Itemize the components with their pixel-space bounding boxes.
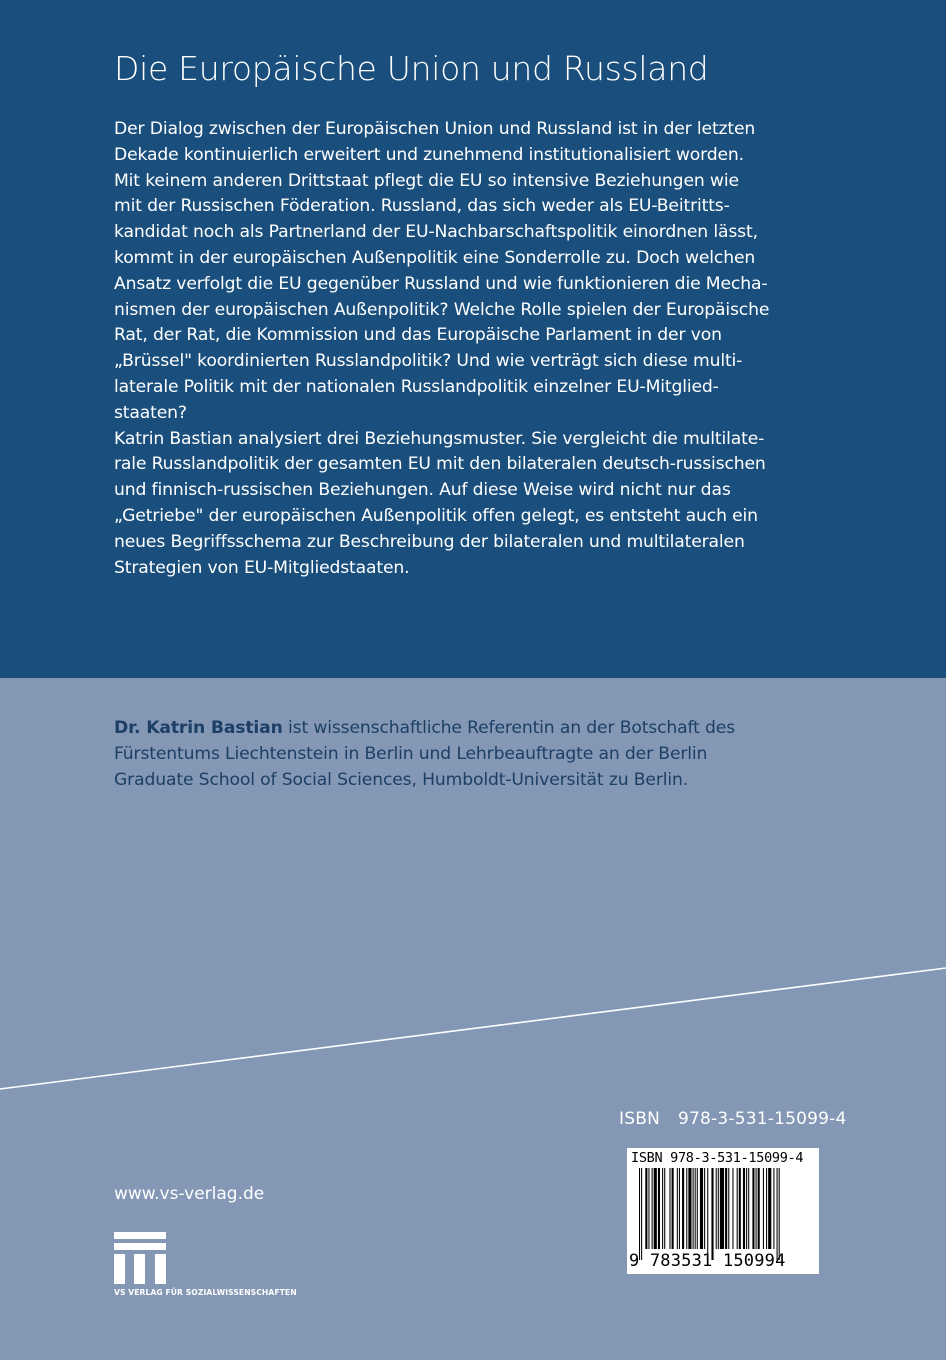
publisher-logo: [114, 1232, 166, 1284]
barcode-bar: [693, 1168, 694, 1249]
barcode-bar: [725, 1168, 727, 1249]
isbn-barcode: [627, 1148, 819, 1274]
barcode-bar: [728, 1168, 729, 1249]
barcode-bar: [686, 1168, 687, 1249]
author-bio: [114, 716, 834, 793]
barcode-bar: [688, 1168, 691, 1249]
blurb-line: laterale Politik mit der nationalen Russlandpolitik einzelner EU-Mitglied-: [114, 376, 719, 397]
barcode-bar: [768, 1168, 771, 1249]
barcode-bar: [739, 1168, 741, 1249]
isbn-text: [619, 1109, 847, 1129]
blurb-line: Strategien von EU-Mitgliedstaaten.: [114, 557, 410, 578]
barcode-bar: [766, 1168, 767, 1249]
barcode-bar: [752, 1168, 754, 1249]
barcode-bar: [707, 1168, 708, 1260]
barcode-bar: [672, 1168, 674, 1249]
barcode-bar: [695, 1168, 696, 1249]
blurb-line: nismen der europäischen Außenpolitik? Welche Rolle spielen der Europäische: [114, 299, 770, 320]
blurb-text: [114, 117, 834, 581]
barcode-bar: [700, 1168, 703, 1249]
barcode-bar: [654, 1168, 657, 1249]
blurb-line: mit der Russischen Föderation. Russland, das sich weder als EU-Beitritts-: [114, 196, 730, 217]
barcode-bar: [718, 1168, 719, 1249]
barcode-bar: [639, 1168, 640, 1260]
isbn-label: ISBN: [619, 1109, 660, 1129]
diagonal-divider-line: [0, 960, 946, 1100]
author-bio-line: Fürstentums Liechtenstein in Berlin und Lehrbeauftragte an der Berlin: [114, 743, 708, 764]
barcode-bar: [682, 1168, 684, 1249]
publisher-logo-text: VS VERLAG FÜR SOZIALWISSENSCHAFTEN: [114, 1288, 297, 1297]
author-bio-line: [114, 716, 834, 742]
blurb-line: kandidat noch als Partnerland der EU-Nachbarschaftspolitik einordnen lässt,: [114, 222, 758, 243]
barcode-bar: [763, 1168, 764, 1249]
barcode-bar: [641, 1168, 642, 1260]
blurb-line: Der Dialog zwischen der Europäischen Union und Russland ist in der letzten: [114, 119, 756, 139]
blurb-line: staaten?: [114, 402, 187, 423]
barcode-bar: [737, 1168, 738, 1249]
barcode-bar: [658, 1168, 660, 1249]
book-title: Die Europäische Union und Russland: [114, 49, 709, 88]
blurb-line: Katrin Bastian analysiert drei Beziehungsmuster. Sie vergleicht die multilate-: [114, 428, 765, 449]
blurb-line: Mit keinem anderen Drittstaat pflegt die EU so intensive Beziehungen wie: [114, 170, 739, 191]
barcode-bar: [777, 1168, 778, 1260]
barcode-bar: [720, 1168, 724, 1249]
publisher-url: www.vs-verlag.de: [114, 1184, 265, 1204]
barcode-bar: [711, 1168, 713, 1260]
barcode-bar: [697, 1168, 698, 1249]
blurb-line: Rat, der Rat, die Kommission und das Europäische Parlament in der von: [114, 325, 722, 346]
barcode-bar: [748, 1168, 749, 1249]
barcode-bar: [756, 1168, 757, 1249]
barcode-bar: [758, 1168, 760, 1249]
barcode-bar: [652, 1168, 653, 1249]
blurb-line: Dekade kontinuierlich erweitert und zunehmend institutionalisiert worden.: [114, 144, 744, 165]
blurb-line: neues Begriffsschema zur Beschreibung der bilateralen und multilateralen: [114, 531, 745, 552]
barcode-bar: [743, 1168, 745, 1249]
barcode-bar: [716, 1168, 717, 1249]
isbn-number: 978-3-531-15099-4: [677, 1109, 847, 1129]
barcode-bar: [679, 1168, 680, 1249]
blurb-line: „Getriebe" der europäischen Außenpolitik offen gelegt, es entsteht auch ein: [114, 505, 758, 526]
barcode-bar: [732, 1168, 733, 1249]
barcode-bar: [704, 1168, 705, 1249]
barcode-bar: [677, 1168, 678, 1249]
blurb-line: „Brüssel" koordinierten Russlandpolitik? Und wie verträgt sich diese multi-: [114, 351, 743, 372]
barcode-bar: [669, 1168, 670, 1249]
author-name: Dr. Katrin Bastian: [114, 718, 283, 738]
blurb-line: und finnisch-russischen Beziehungen. Auf diese Weise wird nicht nur das: [114, 480, 731, 501]
barcode-bar: [746, 1168, 747, 1249]
barcode-isbn-label: ISBN 978-3-531-15099-4: [631, 1150, 804, 1166]
author-bio-line: Graduate School of Social Sciences, Humboldt-Universität zu Berlin.: [114, 769, 689, 790]
blurb-line: rale Russlandpolitik der gesamten EU mit den bilateralen deutsch-russischen: [114, 454, 766, 475]
blurb-line: Ansatz verfolgt die EU gegenüber Russland und wie funktionieren die Mecha-: [114, 273, 768, 294]
blurb-line: kommt in der europäischen Außenpolitik eine Sonderrolle zu. Doch welchen: [114, 247, 756, 268]
barcode-bar: [773, 1168, 774, 1249]
author-bio-text: ist wissenschaftliche Referentin an der Botschaft des: [282, 718, 736, 738]
barcode-bar: [779, 1168, 780, 1260]
barcode-bar: [662, 1168, 663, 1249]
barcode-digits: 9 783531 150994: [629, 1251, 786, 1271]
barcode-bar: [645, 1168, 647, 1249]
barcode-bar: [648, 1168, 649, 1249]
barcode-bar: [664, 1168, 665, 1249]
